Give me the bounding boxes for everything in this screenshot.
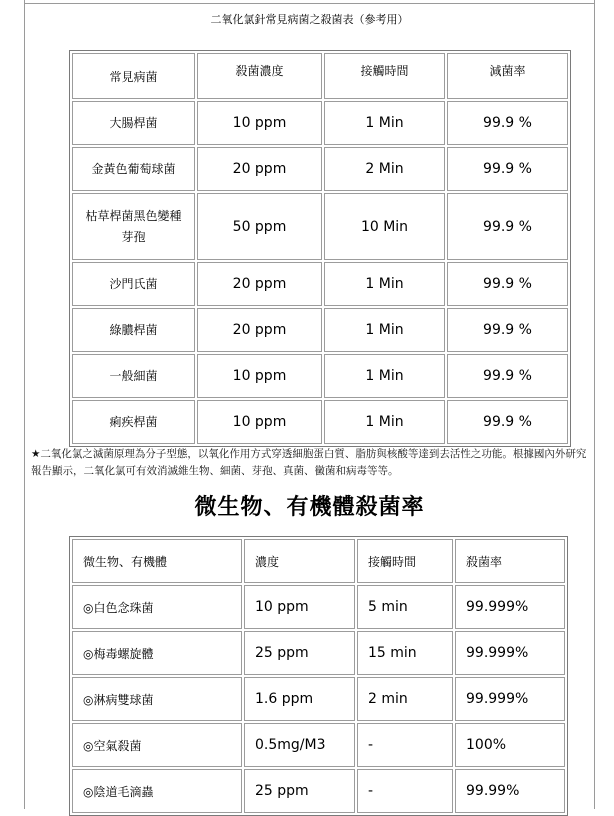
table1-title: 二氧化氯針常見病菌之殺菌表（參考用） [210, 13, 409, 26]
pathogen-cell: 大腸桿菌 [72, 101, 195, 145]
rate-cell: 99.999% [455, 585, 565, 629]
header-pathogen: 常見病菌 [72, 53, 195, 99]
concentration-cell: 50 ppm [197, 193, 322, 260]
table-row [72, 677, 565, 721]
table-row [72, 193, 568, 260]
concentration-cell: 10 ppm [197, 354, 322, 398]
organism-cell: ◎陰道毛滴蟲 [72, 769, 242, 813]
time-cell: 1 Min [324, 400, 445, 444]
time-cell: 5 min [357, 585, 453, 629]
table-header-row [72, 53, 568, 99]
rate-cell: 99.9 % [447, 262, 568, 306]
rate-cell: 99.9 % [447, 147, 568, 191]
table-row [72, 723, 565, 767]
organism-cell: ◎白色念珠菌 [72, 585, 242, 629]
concentration-cell: 25 ppm [244, 769, 355, 813]
concentration-cell: 20 ppm [197, 308, 322, 352]
pathogen-cell: 金黃色葡萄球菌 [72, 147, 195, 191]
concentration-cell: 10 ppm [244, 585, 355, 629]
concentration-cell: 20 ppm [197, 147, 322, 191]
time-cell: - [357, 769, 453, 813]
concentration-cell: 1.6 ppm [244, 677, 355, 721]
header-contact-time: 接觸時間 [357, 539, 453, 583]
time-cell: 2 Min [324, 147, 445, 191]
time-cell: 1 Min [324, 308, 445, 352]
pathogen-cell: 沙門氏菌 [72, 262, 195, 306]
table2-title: 微生物、有機體殺菌率 [194, 495, 425, 520]
rate-cell: 100% [455, 723, 565, 767]
table-row [72, 354, 568, 398]
time-cell: 15 min [357, 631, 453, 675]
rate-cell: 99.9 % [447, 193, 568, 260]
header-concentration: 殺菌濃度 [197, 53, 322, 99]
time-cell: 1 Min [324, 101, 445, 145]
table-row [72, 631, 565, 675]
organism-cell: ◎淋病雙球菌 [72, 677, 242, 721]
table-row [72, 262, 568, 306]
header-contact-time: 接觸時間 [324, 53, 445, 99]
table-row [72, 769, 565, 813]
pathogen-cell: 痢疾桿菌 [72, 400, 195, 444]
rate-cell: 99.999% [455, 677, 565, 721]
header-organism: 微生物、有機體 [72, 539, 242, 583]
concentration-cell: 10 ppm [197, 400, 322, 444]
rate-cell: 99.99% [455, 769, 565, 813]
pathogen-table [69, 50, 571, 447]
pathogen-cell: 綠膿桿菌 [72, 308, 195, 352]
organism-cell: ◎梅毒螺旋體 [72, 631, 242, 675]
time-cell: - [357, 723, 453, 767]
table-row [72, 147, 568, 191]
time-cell: 10 Min [324, 193, 445, 260]
concentration-cell: 0.5mg/M3 [244, 723, 355, 767]
organism-cell: ◎空氣殺菌 [72, 723, 242, 767]
concentration-cell: 10 ppm [197, 101, 322, 145]
header-concentration: 濃度 [244, 539, 355, 583]
table-header-row [72, 539, 565, 583]
concentration-cell: 25 ppm [244, 631, 355, 675]
table-row [72, 585, 565, 629]
table-row [72, 400, 568, 444]
rate-cell: 99.9 % [447, 354, 568, 398]
rate-cell: 99.999% [455, 631, 565, 675]
concentration-cell: 20 ppm [197, 262, 322, 306]
time-cell: 1 Min [324, 262, 445, 306]
header-reduction-rate: 減菌率 [447, 53, 568, 99]
table-row [72, 101, 568, 145]
rate-cell: 99.9 % [447, 400, 568, 444]
disinfection-note: ★二氧化氯之滅菌原理為分子型態，以氧化作用方式穿透細胞蛋白質、脂肪與核酸等達到去活性之功能。根據國內外研究報告顯示，二氧化氯可有效消滅維生物、細菌、芽孢、真菌、黴菌和病毒等等。 [31, 448, 587, 477]
pathogen-cell: 一般細菌 [72, 354, 195, 398]
time-cell: 1 Min [324, 354, 445, 398]
rate-cell: 99.9 % [447, 101, 568, 145]
microorganism-table [69, 536, 568, 816]
pathogen-cell: 枯草桿菌黑色變種芽孢 [72, 193, 195, 260]
time-cell: 2 min [357, 677, 453, 721]
top-divider [24, 3, 595, 4]
rate-cell: 99.9 % [447, 308, 568, 352]
header-kill-rate: 殺菌率 [455, 539, 565, 583]
table-row [72, 308, 568, 352]
